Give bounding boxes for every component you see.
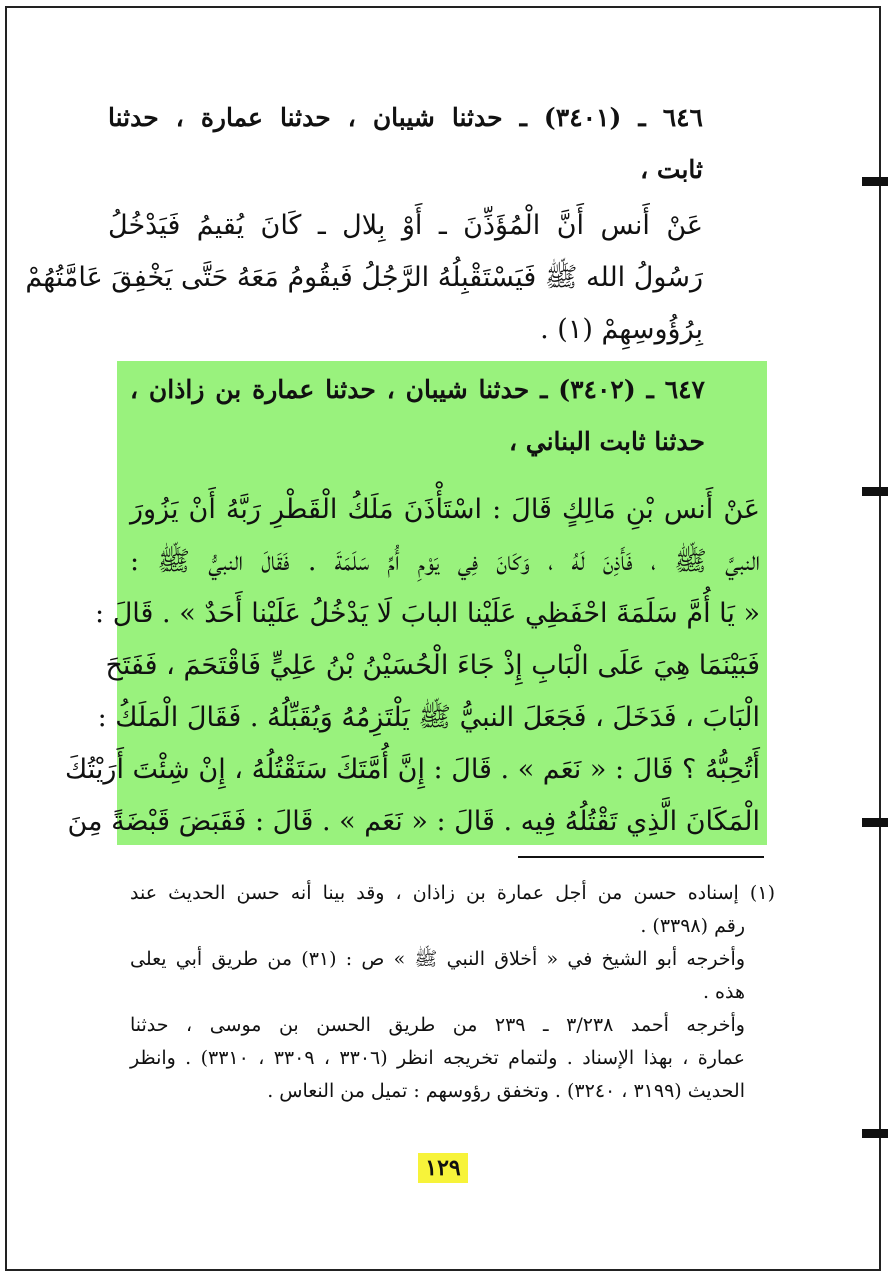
footnote-line: (١) إسناده حسن من أجل عمارة بن زاذان ، وقد بينا أنه حسن الحديث عند [130, 882, 775, 904]
hadith-647 [130, 364, 705, 468]
hadith-646 [108, 92, 703, 196]
edge-mark [862, 1129, 888, 1138]
footnote-line: وأخرجه أبو الشيخ في « أخلاق النبي ﷺ » ص : (٣١) من طريق أبي يعلى [130, 948, 745, 970]
footnote-line: وأخرجه أحمد ٣/٢٣٨ ـ ٢٣٩ من طريق الحسن بن موسى ، حدثنا [130, 1014, 745, 1036]
hadith-647-matn-line: أَتُحِبُّهُ ؟ قَالَ : « نَعَم » . قَالَ : إِنَّ أُمَّتَكَ سَتَقْتُلُهُ ، إِنْ شِئْتَ أَرَيْتُكَ [64, 754, 760, 785]
hadith-646-matn [25, 200, 703, 356]
hadith-646-heading-line2: ثابت ، [640, 155, 703, 184]
hadith-647-heading-line2: حدثنا ثابت البناني ، [508, 427, 705, 456]
edge-mark [862, 818, 888, 827]
footnote-separator [518, 856, 764, 858]
hadith-646-matn-line1: عَنْ أَنس أَنَّ الْمُؤَذِّنَ ـ أَوْ بِلال ـ كَانَ يُقيمُ فَيَدْخُلُ [108, 210, 703, 241]
hadith-647-matn-line: فَبَيْنَمَا هِيَ عَلَى الْبَابِ إِذْ جَاءَ الْحُسَيْنُ بْنُ عَلِيٍّ فَاقْتَحَمَ ، فَفَتَحَ [105, 650, 760, 681]
footnote-line: الحديث (٣١٩٩ ، ٣٢٤٠) . وتخفق رؤوسهم : تميل من النعاس . [267, 1080, 745, 1102]
footnote-line: عمارة ، بهذا الإسناد . ولتمام تخريجه انظر (٣٣٠٦ ، ٣٣٠٩ ، ٣٣١٠) . وانظر [130, 1047, 745, 1069]
hadith-646-matn-line3: بِرُؤُوسِهِمْ (١) . [540, 314, 703, 345]
footnote-line: هذه . [702, 981, 745, 1003]
edge-mark [862, 177, 888, 186]
edge-mark [862, 487, 888, 496]
hadith-647-matn-line: « يَا أُمَّ سَلَمَةَ احْفَظِي عَلَيْنا البابَ لَا يَدْخُلُ عَلَيْنا أَحَدٌ » . قَالَ : [95, 598, 760, 629]
page-number: ١٢٩ [418, 1153, 468, 1183]
hadith-646-matn-line2: رَسُولُ الله ﷺ فَيَسْتَقْبِلُهُ الرَّجُلُ فَيقُومُ مَعَهُ حَتَّى يَخْفِقَ عَامَّتُهُمْ [25, 262, 703, 293]
hadith-647-matn-line: الْمَكَانَ الَّذِي تَقْتُلُهُ فِيه . قَالَ : « نَعَم » . قَالَ : فَقَبَضَ قَبْضَةً مِنَ [67, 806, 760, 837]
hadith-647-matn-line: النبيَّ ﷺ ، فَأَذِنَ لَهُ ، وَكَانَ فِي يَوْمِ أُمِّ سَلَمَةَ . فَقَالَ النبيُّ ﷺ : [130, 546, 760, 577]
hadith-647-heading-line1: ٦٤٧ ـ (٣٤٠٢) ـ حدثنا شيبان ، حدثنا عمارة بن زاذان ، [130, 375, 705, 404]
footnotes [130, 877, 775, 1108]
hadith-647-matn-line: عَنْ أَنس بْنِ مَالِكٍ قَالَ : اسْتَأْذَنَ مَلَكُ الْقَطْرِ رَبَّهُ أَنْ يَزُورَ [130, 494, 760, 525]
hadith-647-matn [64, 484, 760, 848]
footnote-line: رقم (٣٣٩٨) . [640, 915, 745, 937]
hadith-646-heading-line1: ٦٤٦ ـ (٣٤٠١) ـ حدثنا شيبان ، حدثنا عمارة ، حدثنا [108, 103, 703, 132]
hadith-647-matn-line: الْبَابَ ، فَدَخَلَ ، فَجَعَلَ النبيُّ ﷺ يَلْتَزِمُهُ وَيُقَبِّلُهُ . فَقَالَ الْمَلَكُ : [97, 702, 760, 733]
